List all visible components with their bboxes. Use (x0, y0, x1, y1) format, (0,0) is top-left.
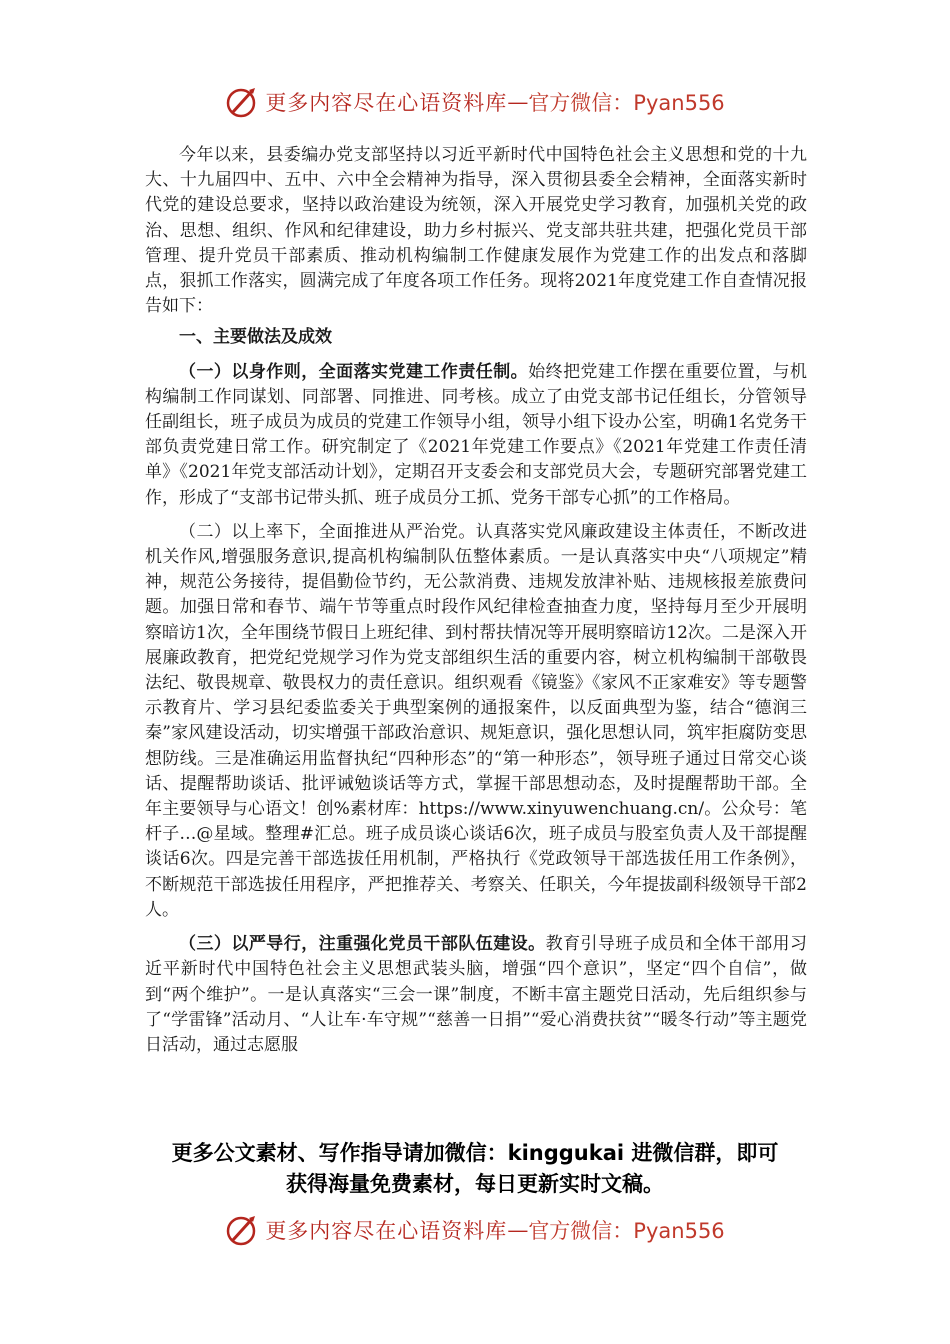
footer-banner-separator: — (507, 1218, 529, 1242)
header-banner-text: 更多内容尽在心语资料库 (265, 91, 508, 115)
paragraph-3-lead: （三）以严导行，注重强化党员干部队伍建设。 (179, 934, 546, 955)
header-banner-separator: — (507, 90, 529, 114)
footer-banner (0, 1210, 950, 1250)
section-heading: 一、主要做法及成效 (179, 327, 332, 348)
paragraph-3 (145, 932, 807, 1058)
paragraph-1-body: 始终把党建工作摆在重要位置，与机构编制工作同谋划、同部署、同推进、同考核。成立了由党支部书记任组长，分管领导任副组长，班子成员为成员的党建工作领导小组，领导小组下设办公室，明确1名党务干部负责党建日常工作。研究制定了《2021年党建工作要点》《2021年党建工作责任清单》《2021年党支部活动计划》，定期召开支委会和支部党员大会，专题研究部署党建工作，形成了“支部书记带头抓、班子成员分工抓、党务干部专心抓”的工作格局。 (145, 361, 808, 508)
footer-banner-handle: 官方微信：Pyan556 (528, 1219, 725, 1243)
header-banner-handle: 官方微信：Pyan556 (528, 91, 725, 115)
footer-banner-text: 更多内容尽在心语资料库 (265, 1219, 508, 1243)
header-banner (0, 82, 950, 122)
paragraph-1-lead: （一）以身作则，全面落实党建工作责任制。 (179, 361, 529, 382)
intro-paragraph: 今年以来，县委编办党支部坚持以习近平新时代中国特色社会主义思想和党的十九大、十九届四中、五中、六中全会精神为指导，深入贯彻县委全会精神，全面落实新时代党的建设总要求，坚持以政治建设为统领，深入开展党史学习教育，加强机关党的政治、思想、组织、作风和纪律建设，助力乡村振兴、党支部共驻共建，把强化党员干部管理、提升党员干部素质、推动机构编制工作健康发展作为党建工作的出发点和落脚点，狠抓工作落实，圆满完成了年度各项工作任务。现将2021年度党建工作自查情况报告如下： (145, 145, 807, 317)
promo-notice (110, 1138, 840, 1200)
promo-line-1: 更多公文素材、写作指导请加微信：kinggukai 进微信群，即可 (171, 1141, 779, 1165)
paragraph-1 (145, 360, 807, 511)
pen-circle-logo-icon (225, 85, 259, 119)
promo-line-2: 获得海量免费素材，每日更新实时文稿。 (286, 1172, 664, 1196)
document-body (145, 143, 807, 1058)
pen-circle-logo-icon (225, 1213, 259, 1247)
paragraph-3-body: 教育引导班子成员和全体干部用习近平新时代中国特色社会主义思想武装头脑，增强“四个意识”，坚定“四个自信”，做到“两个维护”。一是认真落实“三会一课”制度，不断丰富主题党日活动，先后组织参与了“学雷锋”活动月、“人让车·车守规”“慈善一日捐”“爱心消费扶贫”“暖冬行动”等主题党日活动，通过志愿服 (145, 934, 808, 1055)
paragraph-2: （二）以上率下，全面推进从严治党。认真落实党风廉政建设主体责任，不断改进机关作风,增强服务意识,提高机构编制队伍整体素质。一是认真落实中央“八项规定”精神，规范公务接待，提倡勤俭节约，无公款消费、违规发放津补贴、违规核报差旅费问题。加强日常和春节、端午节等重点时段作风纪律检查抽查力度，坚持每月至少开展明察暗访1次，全年围绕节假日上班纪律、到村帮扶情况等开展明察暗访12次。二是深入开展廉政教育，把党纪党规学习作为党支部组织生活的重要内容，树立机构编制干部敬畏法纪、敬畏规章、敬畏权力的责任意识。组织观看《镜鉴》《家风不正家难安》等专题警示教育片、学习县纪委监委关于典型案例的通报案件，以反面典型为鉴，结合“德润三秦”家风建设活动，切实增强干部政治意识、规矩意识，强化思想认同，筑牢拒腐防变思想防线。三是准确运用监督执纪“四种形态”的“第一种形态”，领导班子通过日常交心谈话、提醒帮助谈话、批评诫勉谈话等方式，掌握干部思想动态，及时提醒帮助干部。全年主要领导与心语文！创%素材库：https://www.xinyuwenchuang.cn/。公众号：笔杆子…@星域。整理#汇总。班子成员谈心谈话6次，班子成员与股室负责人及干部提醒谈话6次。四是完善干部选拔任用机制，严格执行《党政领导干部选拔任用工作条例》，不断规范干部选拔任用程序，严把推荐关、考察关、任职关，今年提拔副科级领导干部2人。 (145, 521, 807, 920)
